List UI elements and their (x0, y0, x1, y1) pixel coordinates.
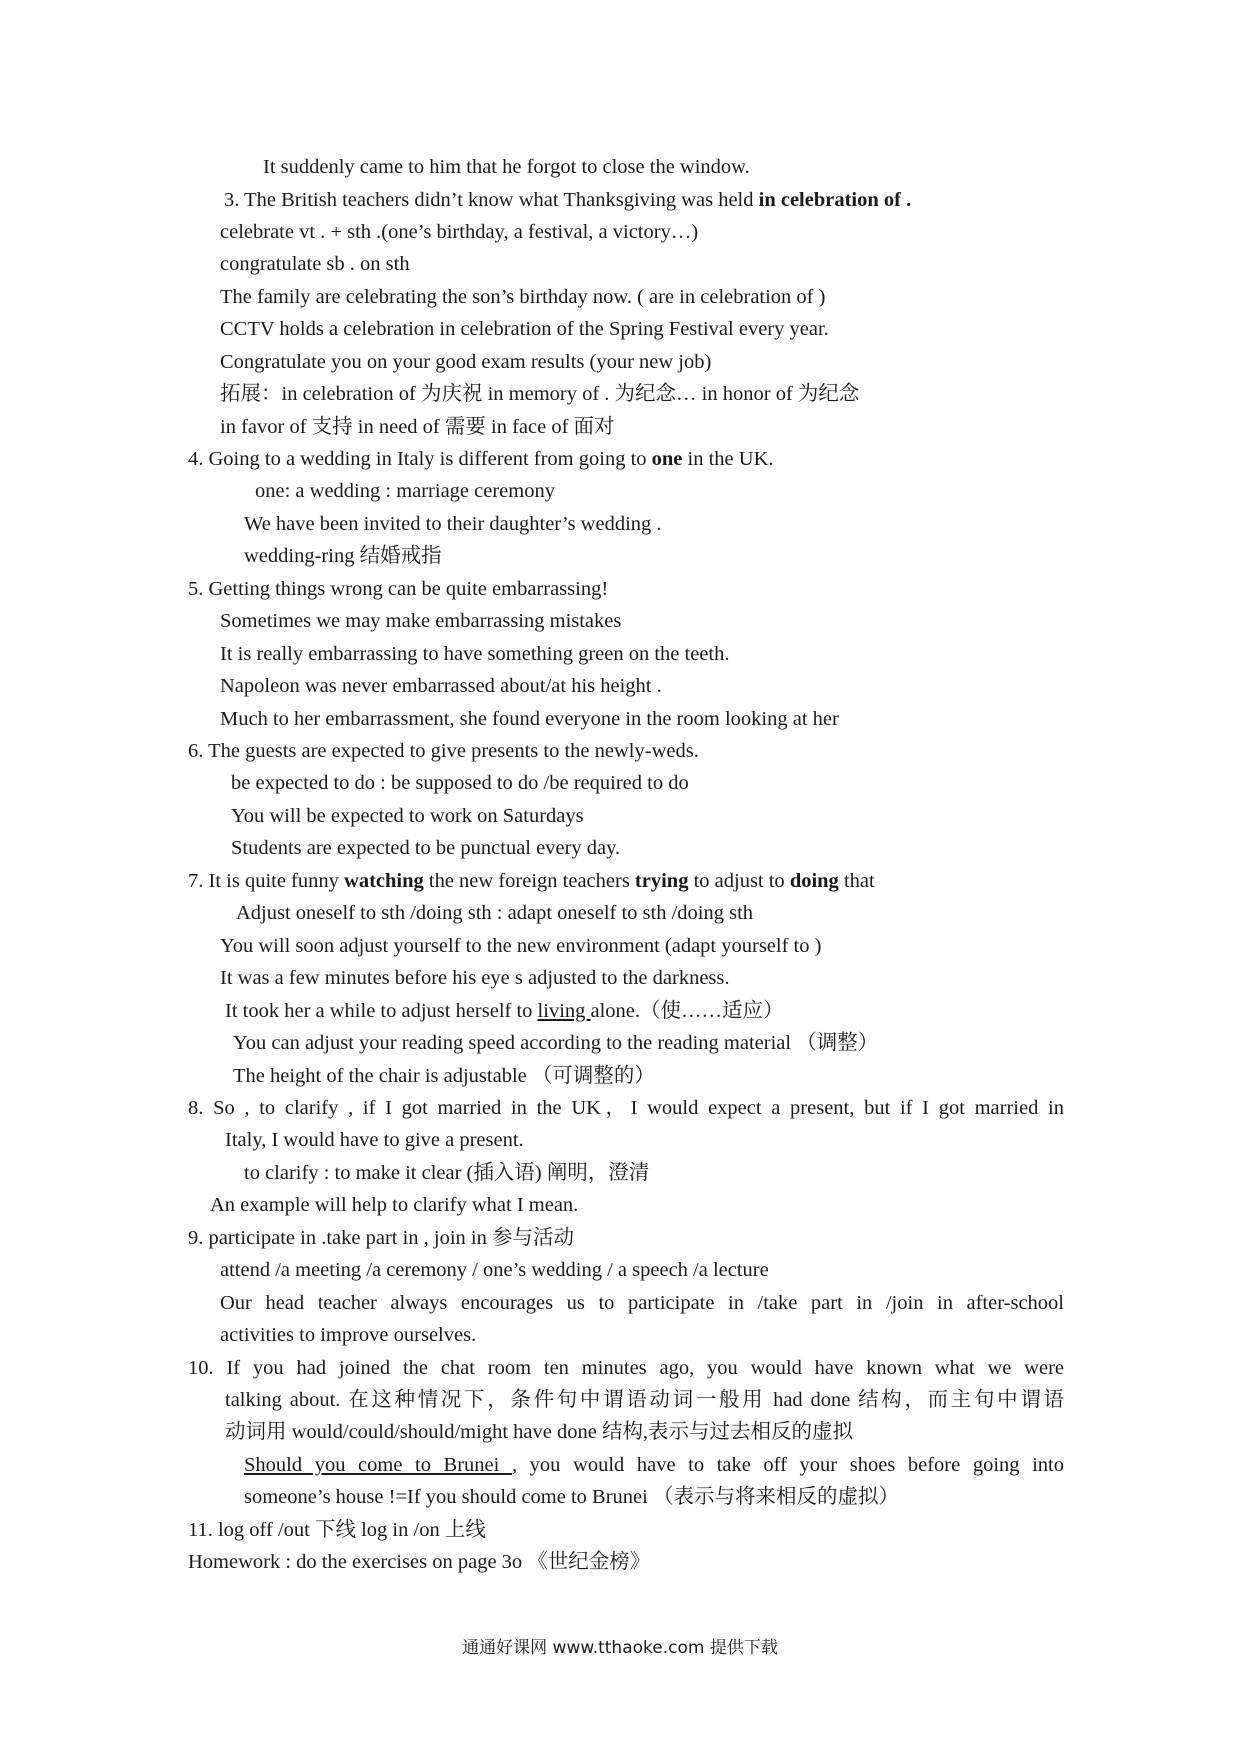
text-line (220, 284, 825, 310)
bold-text: trying (634, 870, 689, 892)
text-run: in favor of 支持 in need of 需要 in face of 面对 (220, 416, 615, 438)
page-footer: 通通好课网 www.tthaoke.com 提供下载 (462, 1638, 778, 1658)
bold-text: one (651, 448, 683, 470)
text-run: congratulate sb . on sth (220, 253, 410, 275)
text-line (244, 543, 442, 569)
text-run: Italy, I would have to give a present. (225, 1129, 524, 1151)
text-line (244, 511, 662, 537)
text-line (220, 381, 859, 407)
text-run: to clarify : to make it clear (插入语) 阐明，澄清 (244, 1162, 650, 1184)
text-line (220, 608, 621, 634)
text-run: Our head teacher always encourages us to participate in /take part in /join in after-school (220, 1292, 1064, 1314)
text-run: 3. The British teachers didn’t know what Thanksgiving was held (224, 189, 759, 211)
text-run: 10. If you had joined the chat room ten minutes ago, you would have known what we were (188, 1357, 1064, 1379)
bold-text: doing (789, 870, 839, 892)
text-run: You can adjust your reading speed according to the reading material （调整） (233, 1032, 879, 1054)
text-run: , you would have to take off your shoes before going into (511, 1454, 1064, 1476)
text-run: Congratulate you on your good exam results (your new job) (220, 351, 712, 373)
text-run: celebrate vt . + sth .(one’s birthday, a festival, a victory…) (220, 221, 699, 243)
text-line (188, 576, 608, 602)
text-run: Napoleon was never embarrassed about/at his height . (220, 675, 662, 697)
text-run: We have been invited to their daughter’s wedding . (244, 513, 662, 535)
text-line (220, 1290, 1064, 1316)
text-run: The height of the chair is adjustable （可调整的） (233, 1065, 655, 1087)
text-line (188, 446, 774, 472)
text-line (220, 349, 711, 375)
text-run: 拓展：in celebration of 为庆祝 in memory of . 为纪念… in honor of 为纪念 (220, 383, 860, 405)
text-run: 8. So , to clarify , if I got married in the UK，I would expect a present, but if I got married in (188, 1097, 1064, 1119)
text-line (231, 770, 689, 796)
text-line (220, 706, 839, 732)
text-run: You will soon adjust yourself to the new environment (adapt yourself to ) (220, 935, 822, 957)
text-line (220, 1322, 476, 1348)
text-run: 9. participate in .take part in , join in 参与活动 (188, 1227, 574, 1249)
text-run: Homework : do the exercises on page 3o 《世纪金榜》 (188, 1551, 651, 1573)
text-line (244, 1160, 649, 1186)
text-run: 动词用 would/could/should/might have done 结构,表示与过去相反的虚拟 (225, 1421, 854, 1443)
text-line (210, 1192, 578, 1218)
text-line (255, 478, 555, 504)
text-line (220, 673, 662, 699)
text-run: 5. Getting things wrong can be quite embarrassing! (188, 578, 609, 600)
text-line (220, 641, 730, 667)
text-line (225, 998, 784, 1024)
text-line (225, 1387, 1064, 1413)
text-run: attend /a meeting /a ceremony / one’s wedding / a speech /a lecture (220, 1259, 769, 1281)
bold-text: watching (344, 870, 424, 892)
text-line (244, 1452, 1064, 1478)
text-run: CCTV holds a celebration in celebration of the Spring Festival every year. (220, 318, 829, 340)
text-run: It suddenly came to him that he forgot to close the window. (263, 156, 750, 178)
underlined-text: living (537, 1000, 591, 1022)
text-run: Adjust oneself to sth /doing sth : adapt oneself to sth /doing sth (236, 902, 754, 924)
text-run: Students are expected to be punctual every day. (231, 837, 621, 859)
underlined-text: Should you come to Brunei (244, 1454, 512, 1476)
bold-text: in celebration of . (758, 189, 912, 211)
text-run: It is really embarrassing to have something green on the teeth. (220, 643, 730, 665)
text-line (188, 1225, 574, 1251)
text-line (231, 835, 620, 861)
text-line (220, 1257, 769, 1283)
text-run: talking about. 在这种情况下，条件句中谓语动词一般用 had done 结构，而主句中谓语 (225, 1389, 1064, 1411)
text-run: wedding-ring 结婚戒指 (244, 545, 442, 567)
text-line (225, 1127, 524, 1153)
text-run: An example will help to clarify what I mean. (210, 1194, 579, 1216)
text-line (220, 316, 829, 342)
text-line (231, 803, 584, 829)
text-run: 11. log off /out 下线 log in /on 上线 (188, 1519, 486, 1541)
text-run: 6. The guests are expected to give presents to the newly-weds. (188, 740, 699, 762)
text-line (220, 933, 821, 959)
text-line (263, 154, 750, 180)
text-run: It took her a while to adjust herself to (225, 1000, 538, 1022)
text-line (224, 187, 911, 213)
text-line (188, 1517, 486, 1543)
text-line (220, 219, 698, 245)
text-run: alone.（使……适应） (590, 1000, 784, 1022)
text-run: the new foreign teachers (423, 870, 635, 892)
text-line (236, 900, 753, 926)
text-line (220, 251, 410, 277)
text-run: activities to improve ourselves. (220, 1324, 477, 1346)
text-run: Sometimes we may make embarrassing mistakes (220, 610, 622, 632)
text-run: The family are celebrating the son’s birthday now. ( are in celebration of ) (220, 286, 826, 308)
text-run: that (838, 870, 875, 892)
text-run: be expected to do : be supposed to do /be required to do (231, 772, 689, 794)
text-run: Much to her embarrassment, she found everyone in the room looking at her (220, 708, 839, 730)
text-run: one: a wedding : marriage ceremony (255, 480, 555, 502)
text-run: It was a few minutes before his eye s adjusted to the darkness. (220, 967, 730, 989)
text-line (188, 868, 875, 894)
text-line (233, 1063, 655, 1089)
text-run: 4. Going to a wedding in Italy is different from going to (188, 448, 652, 470)
text-line (233, 1030, 878, 1056)
text-run: in the UK. (682, 448, 774, 470)
text-run: 7. It is quite funny (188, 870, 345, 892)
text-line (188, 1549, 650, 1575)
text-run: someone’s house !=If you should come to Brunei （表示与将来相反的虚拟） (244, 1486, 899, 1508)
text-run: You will be expected to work on Saturdays (231, 805, 584, 827)
text-line (188, 738, 699, 764)
text-line (225, 1419, 853, 1445)
text-line (220, 414, 615, 440)
text-line (220, 965, 730, 991)
text-line (188, 1355, 1064, 1381)
text-run: to adjust to (688, 870, 790, 892)
text-line (188, 1095, 1064, 1121)
text-line (244, 1484, 899, 1510)
